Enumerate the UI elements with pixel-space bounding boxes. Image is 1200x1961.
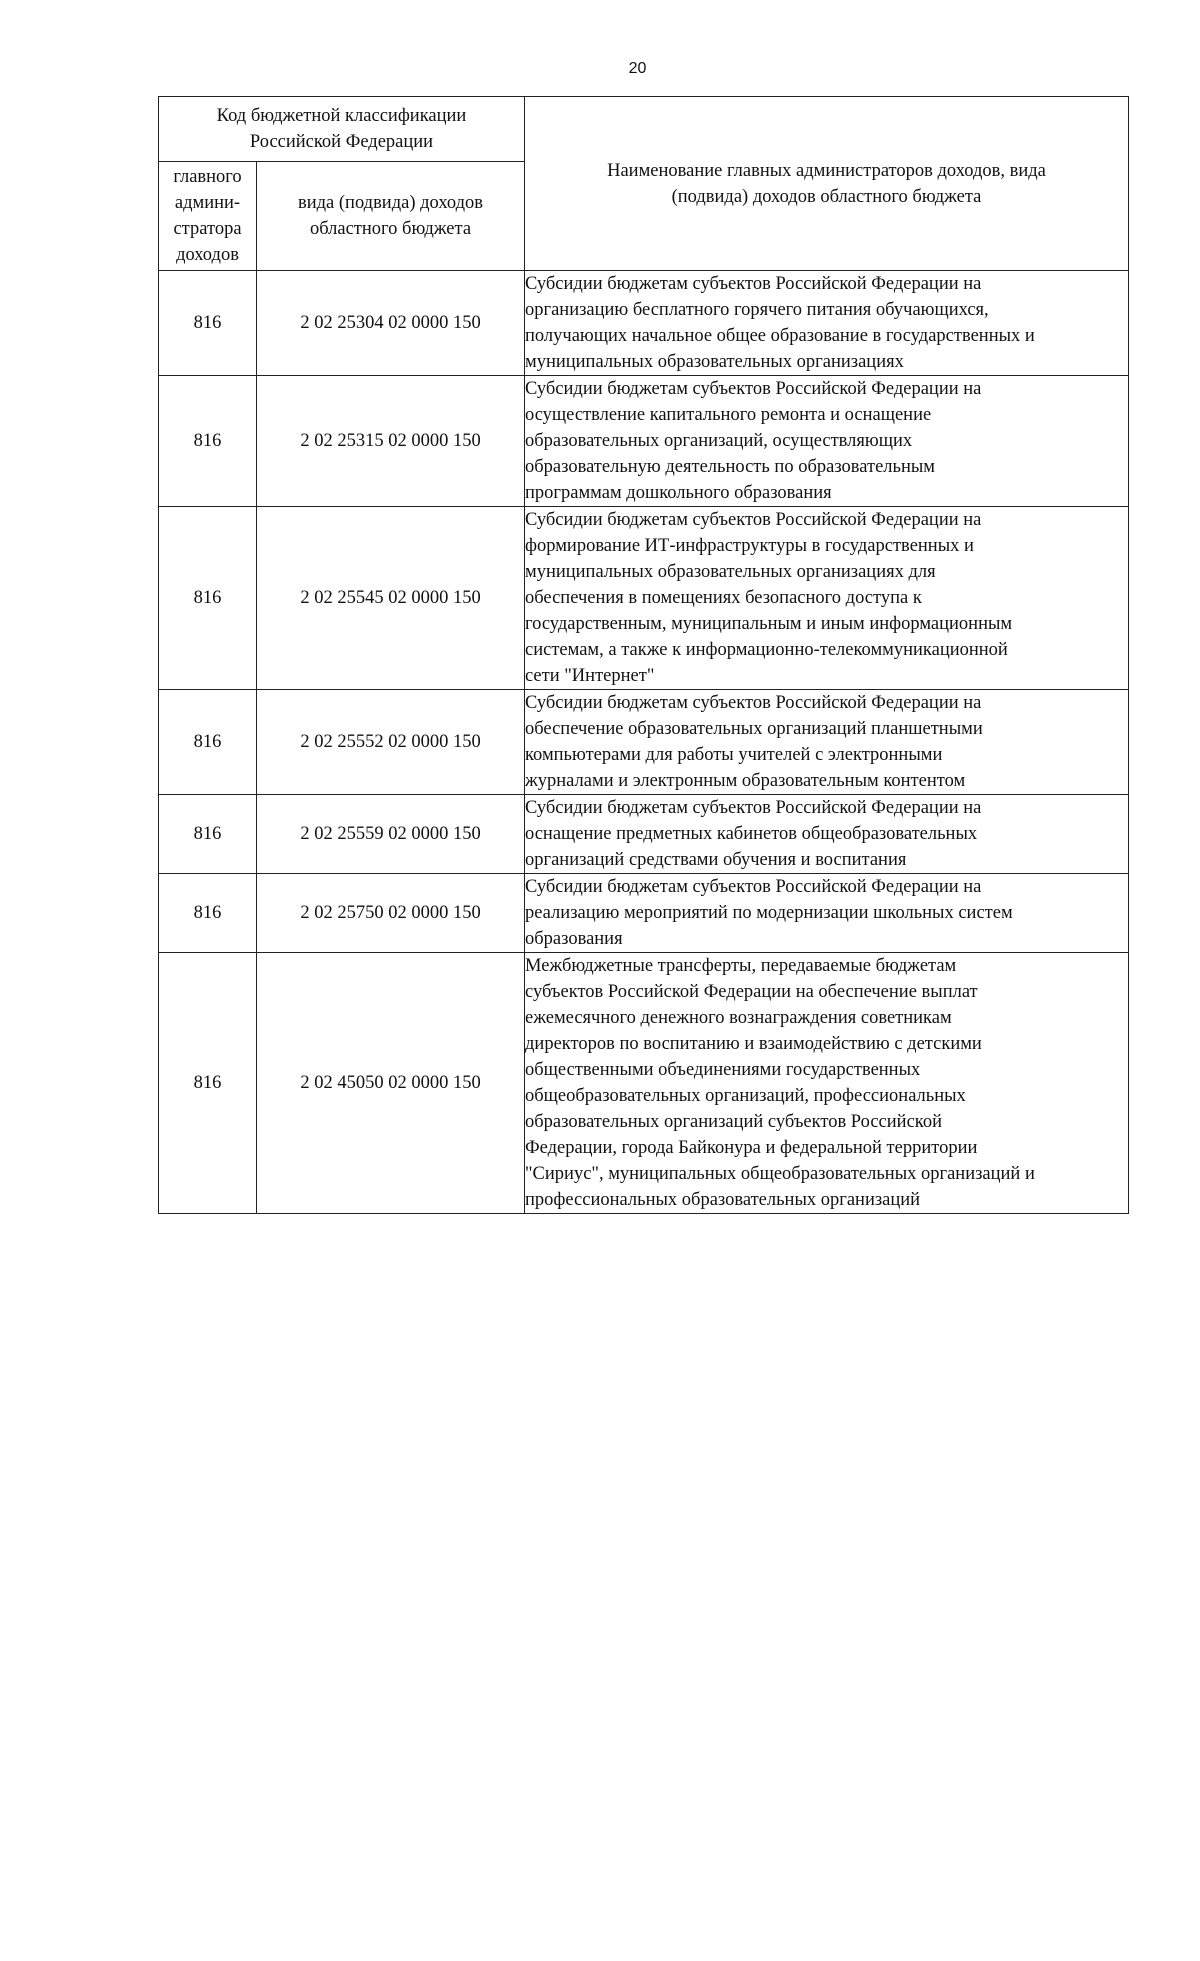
income-code-cell: 2 02 25545 02 0000 150: [257, 507, 525, 690]
description-cell: [525, 271, 1129, 376]
description-line: ежемесячного денежного вознаграждения советникам: [525, 1008, 952, 1028]
description-line: образовательных организаций субъектов Российской: [525, 1112, 942, 1132]
description-cell: [525, 795, 1129, 874]
header-admin-line: стратора: [173, 219, 242, 239]
table-row: [159, 874, 1129, 953]
admin-code-cell: 816: [159, 507, 257, 690]
header-code-group: [159, 97, 525, 162]
description-line: образовательную деятельность по образовательным: [525, 457, 935, 477]
description-cell: [525, 507, 1129, 690]
description-line: образовательных организаций, осуществляющих: [525, 431, 913, 451]
income-code-cell: 2 02 25750 02 0000 150: [257, 874, 525, 953]
table-row: [159, 376, 1129, 507]
header-admin-line: доходов: [176, 245, 239, 265]
income-code-cell: 2 02 25559 02 0000 150: [257, 795, 525, 874]
description-line: директоров по воспитанию и взаимодействию с детскими: [525, 1034, 982, 1054]
income-code-cell: 2 02 25304 02 0000 150: [257, 271, 525, 376]
description-line: "Сириус", муниципальных общеобразовательных организаций и: [525, 1164, 1035, 1184]
table-row: [159, 690, 1129, 795]
description-line: Субсидии бюджетам субъектов Российской Федерации на: [525, 877, 982, 897]
table-header-row-1: [159, 97, 1129, 162]
header-admin-line: главного: [173, 167, 242, 187]
description-line: Субсидии бюджетам субъектов Российской Федерации на: [525, 510, 982, 530]
description-line: Субсидии бюджетам субъектов Российской Федерации на: [525, 693, 982, 713]
description-line: получающих начальное общее образование в государственных и: [525, 326, 1035, 346]
header-name-line: (подвида) доходов областного бюджета: [671, 186, 982, 207]
table-row: [159, 507, 1129, 690]
description-line: муниципальных образовательных организациях для: [525, 562, 936, 582]
header-admin-column: [159, 162, 257, 271]
description-line: организацию бесплатного горячего питания обучающихся,: [525, 300, 989, 320]
description-line: образования: [525, 929, 623, 949]
header-kind-column: [257, 162, 525, 271]
description-line: субъектов Российской Федерации на обеспечение выплат: [525, 982, 978, 1002]
description-line: государственным, муниципальным и иным информационным: [525, 614, 1013, 634]
description-line: журналами и электронным образовательным контентом: [525, 771, 966, 791]
description-line: профессиональных образовательных организаций: [525, 1190, 921, 1210]
description-cell: [525, 953, 1129, 1214]
description-line: организаций средствами обучения и воспитания: [525, 850, 907, 870]
income-code-cell: 2 02 25315 02 0000 150: [257, 376, 525, 507]
description-line: муниципальных образовательных организациях: [525, 352, 904, 372]
description-line: Субсидии бюджетам субъектов Российской Федерации на: [525, 798, 982, 818]
admin-code-cell: 816: [159, 271, 257, 376]
description-line: системам, а также к информационно-телекоммуникационной: [525, 640, 1008, 660]
description-line: программам дошкольного образования: [525, 483, 832, 503]
description-line: Межбюджетные трансферты, передаваемые бюджетам: [525, 956, 957, 976]
description-line: реализацию мероприятий по модернизации школьных систем: [525, 903, 1013, 923]
admin-code-cell: 816: [159, 795, 257, 874]
admin-code-cell: 816: [159, 376, 257, 507]
page-number: 20: [628, 60, 647, 77]
header-admin-line: админи-: [174, 193, 241, 213]
description-line: Субсидии бюджетам субъектов Российской Федерации на: [525, 274, 982, 294]
description-line: компьютерами для работы учителей с электронными: [525, 745, 943, 765]
table-row: [159, 795, 1129, 874]
description-line: сети "Интернет": [525, 666, 655, 686]
description-cell: [525, 376, 1129, 507]
description-line: Субсидии бюджетам субъектов Российской Федерации на: [525, 379, 982, 399]
table-row: [159, 953, 1129, 1214]
header-name-line: Наименование главных администраторов доходов, вида: [607, 160, 1046, 181]
header-name-column: [525, 97, 1129, 271]
description-line: оснащение предметных кабинетов общеобразовательных: [525, 824, 978, 844]
income-code-cell: 2 02 25552 02 0000 150: [257, 690, 525, 795]
description-line: общеобразовательных организаций, профессиональных: [525, 1086, 966, 1106]
income-code-cell: 2 02 45050 02 0000 150: [257, 953, 525, 1214]
description-cell: [525, 690, 1129, 795]
admin-code-cell: 816: [159, 690, 257, 795]
description-line: осуществление капитального ремонта и оснащение: [525, 405, 932, 425]
description-line: формирование ИТ-инфраструктуры в государственных и: [525, 536, 974, 556]
header-kind-line: областного бюджета: [309, 219, 472, 239]
admin-code-cell: 816: [159, 953, 257, 1214]
admin-code-cell: 816: [159, 874, 257, 953]
header-code-group-line: Российской Федерации: [249, 132, 434, 152]
header-kind-line: вида (подвида) доходов: [298, 193, 483, 213]
description-cell: [525, 874, 1129, 953]
table-row: [159, 271, 1129, 376]
description-line: Федерации, города Байконура и федеральной территории: [525, 1138, 978, 1158]
budget-classification-table: [158, 96, 1129, 1214]
description-line: общественными объединениями государственных: [525, 1060, 921, 1080]
description-line: обеспечение образовательных организаций планшетными: [525, 719, 983, 739]
header-code-group-line: Код бюджетной классификации: [216, 106, 467, 126]
description-line: обеспечения в помещениях безопасного доступа к: [525, 588, 922, 608]
